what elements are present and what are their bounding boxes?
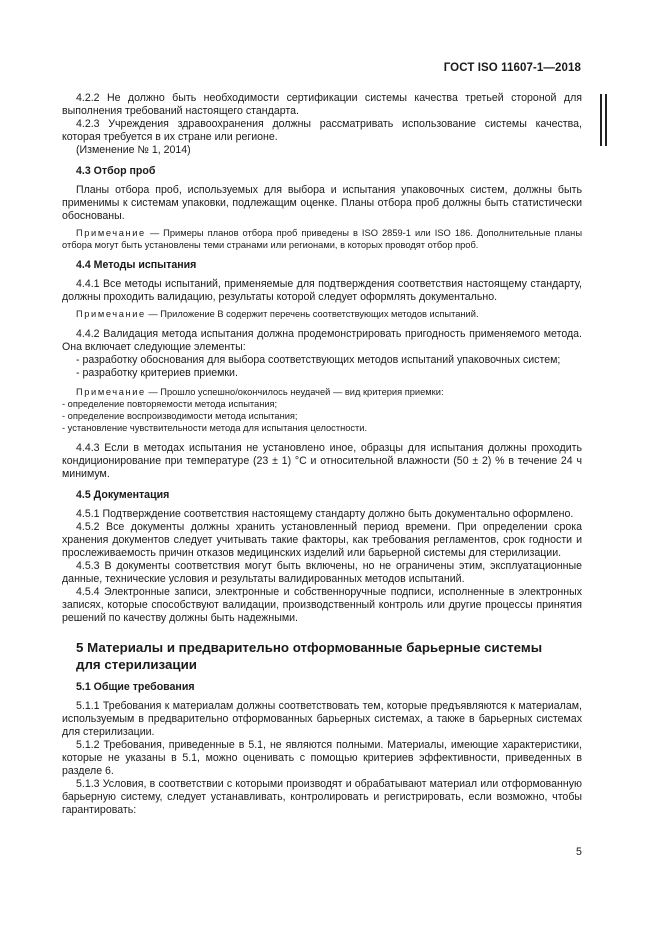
note-label: Примечание bbox=[76, 309, 146, 319]
list-item: - разработку критериев приемки. bbox=[76, 367, 238, 379]
clause-5-1-3: 5.1.3 Условия, в соответствии с которыми производят и обрабатывают материал или отформованную барьерную систему, следует устанавливать, контролировать и регистрировать, если возможно, чтобы гарантировать: bbox=[62, 778, 582, 816]
clause-4-2-3: 4.2.3 Учреждения здравоохранения должны рассматривать использование системы качества, которая требуется в их стране или регионе. bbox=[62, 118, 582, 143]
change-note: (Изменение № 1, 2014) bbox=[76, 144, 191, 156]
page-number: 5 bbox=[576, 846, 582, 858]
note-text: — Приложение В содержит перечень соответствующих методов испытаний. bbox=[145, 309, 479, 319]
clause-4-5-1: 4.5.1 Подтверждение соответствия настоящему стандарту должно быть документально оформлено. bbox=[76, 508, 574, 520]
clause-4-4-3: 4.4.3 Если в методах испытания не установлено иное, образцы для испытания должны проходить кондиционирование при температуре (23 ± 1) °С и относительной влажности (50 ± 2) % в течение 24 ч минимум. bbox=[62, 442, 582, 480]
clause-4-4-2: 4.4.2 Валидация метода испытания должна продемонстрировать пригодность применяемого метода. Она включает следующие элементы: bbox=[62, 328, 582, 353]
list-item: - разработку обоснования для выбора соответствующих методов испытаний упаковочных систем; bbox=[76, 354, 561, 366]
note-list-item: - определение воспроизводимости метода испытания; bbox=[62, 411, 298, 421]
clause-4-5-2: 4.5.2 Все документы должны хранить установленный период времени. При определении срока хранения документов следует учитывать такие факторы, как требования регламентов, срок годности и прослеживаемость причин отказов медицинских изделий или барьерной системы для стерилизации. bbox=[62, 521, 582, 559]
document-body bbox=[62, 92, 582, 817]
section-heading-4-5: 4.5 Документация bbox=[76, 489, 170, 501]
note-4-3 bbox=[62, 227, 582, 251]
note-list-item: - установление чувствительности метода для испытания целостности. bbox=[62, 423, 368, 433]
note-list-item: - определение повторяемости метода испытания; bbox=[62, 399, 278, 409]
section-heading-5 bbox=[76, 639, 582, 673]
document-header: ГОСТ ISO 11607-1—2018 bbox=[443, 62, 581, 74]
section-heading-4-3: 4.3 Отбор проб bbox=[76, 165, 156, 177]
note-label: Примечание bbox=[76, 228, 146, 238]
clause-4-3: Планы отбора проб, используемых для выбора и испытания упаковочных систем, должны быть применимы к системам упаковки, подлежащим оценке. Планы отбора проб должны быть статистически обоснованы. bbox=[62, 184, 582, 222]
section-heading-5-line2: для стерилизации bbox=[76, 657, 197, 672]
section-heading-5-line1: 5 Материалы и предварительно отформованные барьерные системы bbox=[76, 640, 543, 655]
section-heading-5-1: 5.1 Общие требования bbox=[76, 681, 195, 693]
note-text: — Прошло успешно/окончилось неудачей — вид критерия приемки: bbox=[145, 387, 444, 397]
note-4-4-2 bbox=[62, 386, 582, 398]
note-4-4-1 bbox=[62, 308, 582, 320]
clause-4-5-4: 4.5.4 Электронные записи, электронные и собственноручные подписи, исполненные в электронных записях, которые способствуют валидации, производственный контроль или другие процессы принятия решений по качеству должны быть надежными. bbox=[62, 586, 582, 624]
section-heading-4-4: 4.4 Методы испытания bbox=[76, 259, 197, 271]
clause-5-1-2: 5.1.2 Требования, приведенные в 5.1, не являются полными. Материалы, имеющие характеристики, которые не указаны в 5.1, можно оценивать с помощью критериев эффективности, приведенных в разделе 6. bbox=[62, 739, 582, 777]
clause-4-4-1: 4.4.1 Все методы испытаний, применяемые для подтверждения соответствия настоящему стандарту, должны проходить валидацию, результаты которой следует оформлять документально. bbox=[62, 278, 582, 303]
clause-5-1-1: 5.1.1 Требования к материалам должны соответствовать тем, которые предъявляются к материалам, используемым в предварительно отформованных барьерных системах, а также в барьерных системах для стерилизации. bbox=[62, 700, 582, 738]
note-label: Примечание bbox=[76, 387, 146, 397]
clause-4-5-3: 4.5.3 В документы соответствия могут быть включены, но не ограничены этим, эксплуатационные данные, технические условия и результаты валидированных методов испытаний. bbox=[62, 560, 582, 585]
clause-4-2-2: 4.2.2 Не должно быть необходимости сертификации системы качества третьей стороной для выполнения требований настоящего стандарта. bbox=[62, 92, 582, 117]
note-text: — Примеры планов отбора проб приведены в ISO 2859-1 или ISO 186. Дополнительные планы отбора могут быть установлены теми странами или регионами, в которых проводят отбор проб. bbox=[62, 228, 582, 250]
